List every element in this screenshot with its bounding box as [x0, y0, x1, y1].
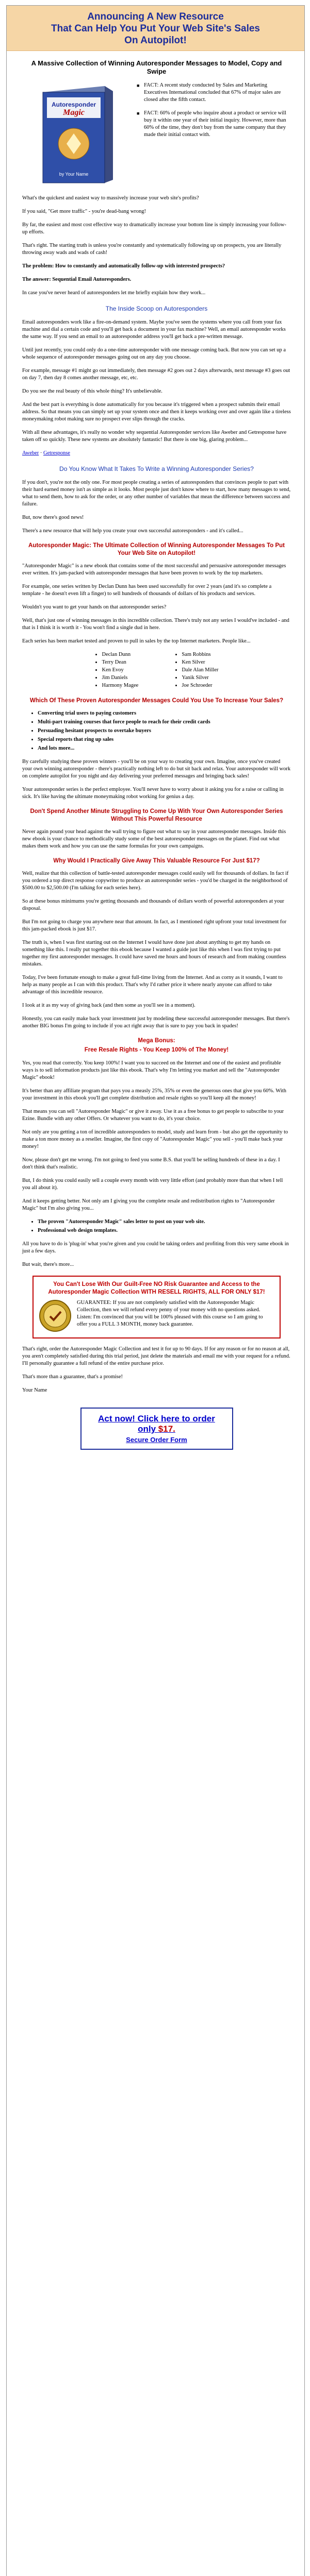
section-heading-inside-scoop: The Inside Scoop on Autoresponders [105, 305, 208, 312]
announcement-header [7, 6, 304, 51]
why-paragraph: I look at it as my way of giving back (and then some as you'll see in a moment). [22, 1003, 195, 1008]
marketer-name: • Ken Silver [182, 659, 218, 666]
ebook-title: Autoresponder [51, 101, 96, 108]
product-paragraph: Well, that's just one of winning messages in this incredible collection. There's truly not any series I would've included - and that is I think it is worth it - You won't find a single dud in here. [22, 618, 289, 631]
marketer-name: • Joe Schroeder [182, 682, 218, 689]
bonus-after-paragraph: But wait, there's more... [22, 1262, 74, 1267]
proven-paragraph: By carefully studying these proven winners - you'll be on your way to creating your own. Imagine, once you've created your own winning autoresponder - there's practically nothing left to do but sit back and relax. Your autoresponder will work on complete autopilot for you night and day delivering your preferred messages and bringing back sales! [22, 759, 291, 779]
header-line-1: Announcing A New Resource [87, 11, 224, 22]
product-paragraph: "Autoresponder Magic" is a new ebook that contains some of the most successful and persuasive autoresponder messages ever written. It's jam-packed with autoresponder messages that have been proven to work by the top marketers. [22, 563, 286, 576]
message-type-item: • Multi-part training courses that force people to reach for their credit cards [38, 719, 291, 726]
marketer-name: • Terry Dean [102, 659, 138, 666]
facts-block [22, 82, 291, 188]
section-heading-why-giving: Why Would I Practically Give Away This Valuable Resource For Just $17? [53, 858, 260, 864]
why-paragraph: Well, realize that this collection of battle-tested autoresponder messages could easily sell for thousands of dollars. In fact if you ordered a top direct response copywriter to produce an autoresponder series - you'd be charged in the neighborhood of $500.00 to $2,500.00 (I'm talking for each series here). [22, 871, 289, 891]
bonus-paragraph: But, I do think you could easily sell a couple every month with very little effort (and probably more than that when I tell you all about it). [22, 1178, 283, 1191]
marketer-name: • Harmony Magee [102, 682, 138, 689]
message-type-item: • Special reports that ring up sales [38, 736, 291, 743]
order-price-prefix: only [138, 1424, 158, 1434]
marketer-list-1 [94, 651, 138, 690]
fact-item: ■ FACT: A recent study conducted by Sales and Marketing Executives International concluded that 67% of major sales are closed after the fifth contact. [137, 82, 291, 104]
why-paragraph: Honestly, you can easily make back your investment just by modeling these successful autoresponder messages. But there's another BIG bonus I'm going to include if you act right away that is sure to pay you back in spades! [22, 1016, 290, 1029]
fact-item: ■ FACT: 60% of people who inquire about a product or service will buy it within one year of their initial inquiry. However, more than 60% of the time, they don't buy from the same company that they made their initial contact with. [137, 110, 291, 139]
section-heading-three-proven: Which Of These Proven Autoresponder Messages Could You Use To Increase Your Sales? [29, 698, 284, 704]
guarantee-seal-icon [39, 1299, 72, 1332]
marketer-name: • Sam Robbins [182, 651, 218, 658]
marketer-name: • Jim Daniels [102, 674, 138, 682]
scoop-paragraph: Until just recently, you could only do a one-time autoresponder with one message coming back. But now you can set up a whole sequence of autoresponder messages going out on any day you choose. [22, 347, 286, 360]
dont-spend-paragraph: Never again pound your head against the wall trying to figure out what to say in your autoresponder messages. Inside this new ebook is your chance to methodically study some of the best autoresponder messages on the planet. Find out what makes them work and how you can use the same formulas for your own campaigns. [22, 829, 286, 849]
why-paragraph: Today, I've been fortunate enough to make a great full-time living from the Internet. And as corny as it sounds, I want to help as many people as I can with this product. That's why I'd rather price it where nearly anyone can afford to take advantage of this incredible resource. [22, 975, 283, 995]
getresponse-link[interactable]: Getresponse [43, 450, 70, 456]
marketer-names [22, 651, 291, 690]
order-link[interactable]: Act now! Click here to order [98, 1414, 215, 1423]
marketer-list-2 [174, 651, 218, 690]
marketer-name: • Dale Alan Miller [182, 667, 218, 674]
message-type-item: • And lots more... [38, 745, 291, 752]
intro-paragraph: What's the quickest and easiest way to massively increase your web site's profits? [22, 195, 199, 201]
secure-order-form-link[interactable]: Secure Order Form [126, 1436, 187, 1444]
fact-list [137, 82, 291, 188]
marketer-name: • Ken Evoy [102, 667, 138, 674]
header-line-2: That Can Help You Put Your Web Site's Sales [51, 23, 260, 34]
scoop-paragraph: And the best part is everything is done automatically for you because it's triggered when a prospect submits their email address. So that means you can simply set up your system once and then it keeps working over and over again like a tireless moneymaking robot making sure no prospect ever slips through the cracks. [22, 402, 291, 422]
section-heading-product: Autoresponder Magic: The Ultimate Collection of Winning Autoresponder Messages To Put Your Web Site on Autopilot! [28, 543, 285, 556]
bonus-paragraph: It's better than any affiliate program that pays you a measly 25%, 35% or even the generous ones that give you 60%. With your investment in this ebook you'll get complete distribution and resale rights so you'll keep all the money! [22, 1088, 286, 1101]
message-type-item: • Persuading hesitant prospects to overtake buyers [38, 727, 291, 735]
takes-paragraph: But, now there's good news! [22, 515, 84, 520]
ebook-cover-image [22, 82, 130, 188]
product-paragraph: Each series has been market tested and proven to pull in sales by the top Internet marketers. People like... [22, 638, 251, 644]
intro-paragraph: By far, the easiest and most cost effective way to dramatically increase your bottom line is simply increasing your follow-up efforts. [22, 222, 286, 235]
bonus-after-paragraph: All you have to do is 'plug-in' what you're given and you could be taking orders and profiting from this very same ebook in just a few days. [22, 1241, 289, 1254]
message-type-list [22, 710, 291, 752]
marketer-name: • Declan Dunn [102, 651, 138, 658]
ebook-cover-icon [22, 82, 130, 188]
ebook-title-2: Magic [63, 108, 85, 117]
why-paragraph: But I'm not going to charge you anywhere near that amount. In fact, as I mentioned right upfront your total investment for this jam-packed ebook is just $17. [22, 919, 287, 932]
aweber-link[interactable]: Aweber [22, 450, 39, 456]
sales-letter-body [7, 51, 304, 1450]
bonus-perks-list [22, 1218, 291, 1234]
intro-paragraph: In case you've never heard of autoresponders let me briefly explain how they work... [22, 290, 206, 296]
scoop-paragraph: For example, message #1 might go out immediately, then message #2 goes out 2 days afterwards, next message #3 goes out on day 7, then day 8 comes another message, etc, etc. [22, 368, 290, 381]
intro-answer: The answer: Sequential Email Autoresponders. [22, 277, 132, 282]
bonus-paragraph: And it keeps getting better. Not only am I giving you the complete resale and redistribution rights to "Autoresponder Magic" but I'm also giving you... [22, 1198, 275, 1211]
bonus-heading: Mega Bonus: [138, 1038, 175, 1044]
content-frame [6, 5, 305, 2576]
service-links: Aweber · Getresponse [22, 450, 70, 456]
bonus-paragraph: Not only are you getting a ton of incredible autoresponders to model, study and learn from - but also get the opportunity to make a ton more money as a reseller. Imagine, the first copy of "Autoresponder Magic" you sell - you'll make back your money! [22, 1129, 288, 1149]
bonus-paragraph: Now, please don't get me wrong. I'm not going to feed you some B.S. that you'll be selling hundreds of these in a day. I don't think that's realistic. [22, 1157, 280, 1170]
order-price: $17. [158, 1424, 175, 1434]
closing-paragraph: That's more than a guarantee, that's a promise! [22, 1374, 123, 1380]
intro-paragraph: If you said, "Get more traffic" - you're dead-bang wrong! [22, 209, 146, 214]
scoop-paragraph: Email autoresponders work like a fire-on-demand system. Maybe you've seen the systems where you call from your fax machine and dial a certain code and you'll get back a document in your fax machine? Well, an email autoresponder works the same way. If you send an email to an autoresponder address you'll get back a pre-written message. [22, 319, 286, 340]
guarantee-title: You Can't Lose With Our Guilt-Free NO Risk Guarantee and Access to the Autoresponder Magic Collection WITH RESELL RIGHTS, ALL FOR ONLY $17! [48, 1281, 265, 1295]
order-box [80, 1408, 233, 1450]
takes-paragraph: There's a new resource that will help you create your own successful autoresponders - and it's called... [22, 528, 243, 534]
bonus-paragraph: Yes, you read that correctly. You keep 100%! I want you to succeed on the Internet and one of the easiest and profitable ways is to sell information products just like this ebook. That's why I'm letting you market and sell the "Autoresponder Magic" ebook! [22, 1060, 281, 1080]
product-paragraph: Wouldn't you want to get your hands on that autoresponder series? [22, 604, 167, 610]
bonus-perk-item: • The proven "Autoresponder Magic" sales letter to post on your web site. [38, 1218, 291, 1226]
section-heading-what-it-takes: Do You Know What It Takes To Write a Winning Autoresponder Series? [59, 465, 254, 472]
order-price-link[interactable] [85, 1424, 229, 1434]
bonus-perk-item: • Professional web design templates. [38, 1227, 291, 1234]
header-line-3: On Autopilot! [124, 35, 187, 46]
signature: Your Name [22, 1387, 47, 1393]
takes-paragraph: If you don't, you're not the only one. For most people creating a series of autoresponders that convinces people to part with their hard earned money isn't as simple as it looks. Most people just don't know where to start, how many messages to send, what to send them, how to ask for the order, or any other number of variables that mean the difference between success and failure. [22, 480, 291, 507]
product-paragraph: For example, one series written by Declan Dunn has been used successfully for over 2 years (and it's so complete a template - he doesn't even lift a finger) to sell hundreds of thousands of dollars of his products and services. [22, 584, 272, 597]
message-type-item: • Converting trial users to paying customers [38, 710, 291, 717]
guarantee-body [39, 1299, 274, 1332]
why-paragraph: So at these bonus minimums you're getting thousands and thousands of dollars worth of powerful autoresponders at your disposal. [22, 899, 284, 911]
scoop-paragraph: Do you see the real beauty of this whole thing? It's unbelievable. [22, 388, 162, 394]
closing-paragraph: That's right, order the Autoresponder Magic Collection and test it for up to 90 days. If for any reason or for no reason at all, you aren't completely satisfied during this trial period, just delete the materials and email me with your request for a refund. I'll personally guarantee a full refund of the entire purchase price. [22, 1346, 290, 1366]
proven-paragraph: Your autoresponder series is the perfect employee. You'll never have to worry about it asking you for a raise or calling in sick. It's like having the ultimate moneymaking robot working for genius a day. [22, 787, 284, 800]
guarantee-text: GUARANTEE: If you are not completely satisfied with the Autoresponder Magic Collection, then we will refund every penny of your money with no questions asked. Listen: I'm convinced that you will be 100% pleased with this course so I am going to offer you a FULL 3 MONTH, money back guarantee. [77, 1300, 263, 1327]
scoop-paragraph: With all these advantages, it's really no wonder why sequential Autoresponder services like Aweber and Getresponse have taken off so quickly. These new systems are absolutely fantastic! But there is one big, glaring problem... [22, 430, 287, 443]
section-heading-dont-spend: Don't Spend Another Minute Struggling to Come Up With Your Own Autoresponder Series Without This Powerful Resource [30, 808, 283, 822]
guarantee-box [32, 1276, 281, 1338]
subheadline: A Massive Collection of Winning Autoresponder Messages to Model, Copy and Swipe [31, 59, 282, 75]
ebook-publisher: by Your Name [59, 172, 89, 177]
bonus-subheading: Free Resale Rights - You Keep 100% of The Money! [84, 1047, 229, 1053]
intro-problem: The problem: How to constantly and automatically follow-up with interested prospects? [22, 263, 225, 269]
why-paragraph: The truth is, when I was first starting out on the Internet I would have done just about anything to get my hands on something like this. I really put together this ebook because I wanted a guide just like this when I was first trying to put together my first autoresponder messages. It could have saved me hours and hours of research and from making countless mistakes. [22, 940, 286, 967]
bonus-paragraph: That means you can sell "Autoresponder Magic" or give it away. Use it as a free bonus to get people to subscribe to your Ezine. Bundle with any other Offers. Or whatever you want to do, it's your choice. [22, 1109, 284, 1122]
marketer-name: • Yanik Silver [182, 674, 218, 682]
intro-paragraph: That's right. The starting truth is unless you're constantly and systematically following up on prospects, you are literally throwing away wads and wads of cash! [22, 243, 282, 256]
